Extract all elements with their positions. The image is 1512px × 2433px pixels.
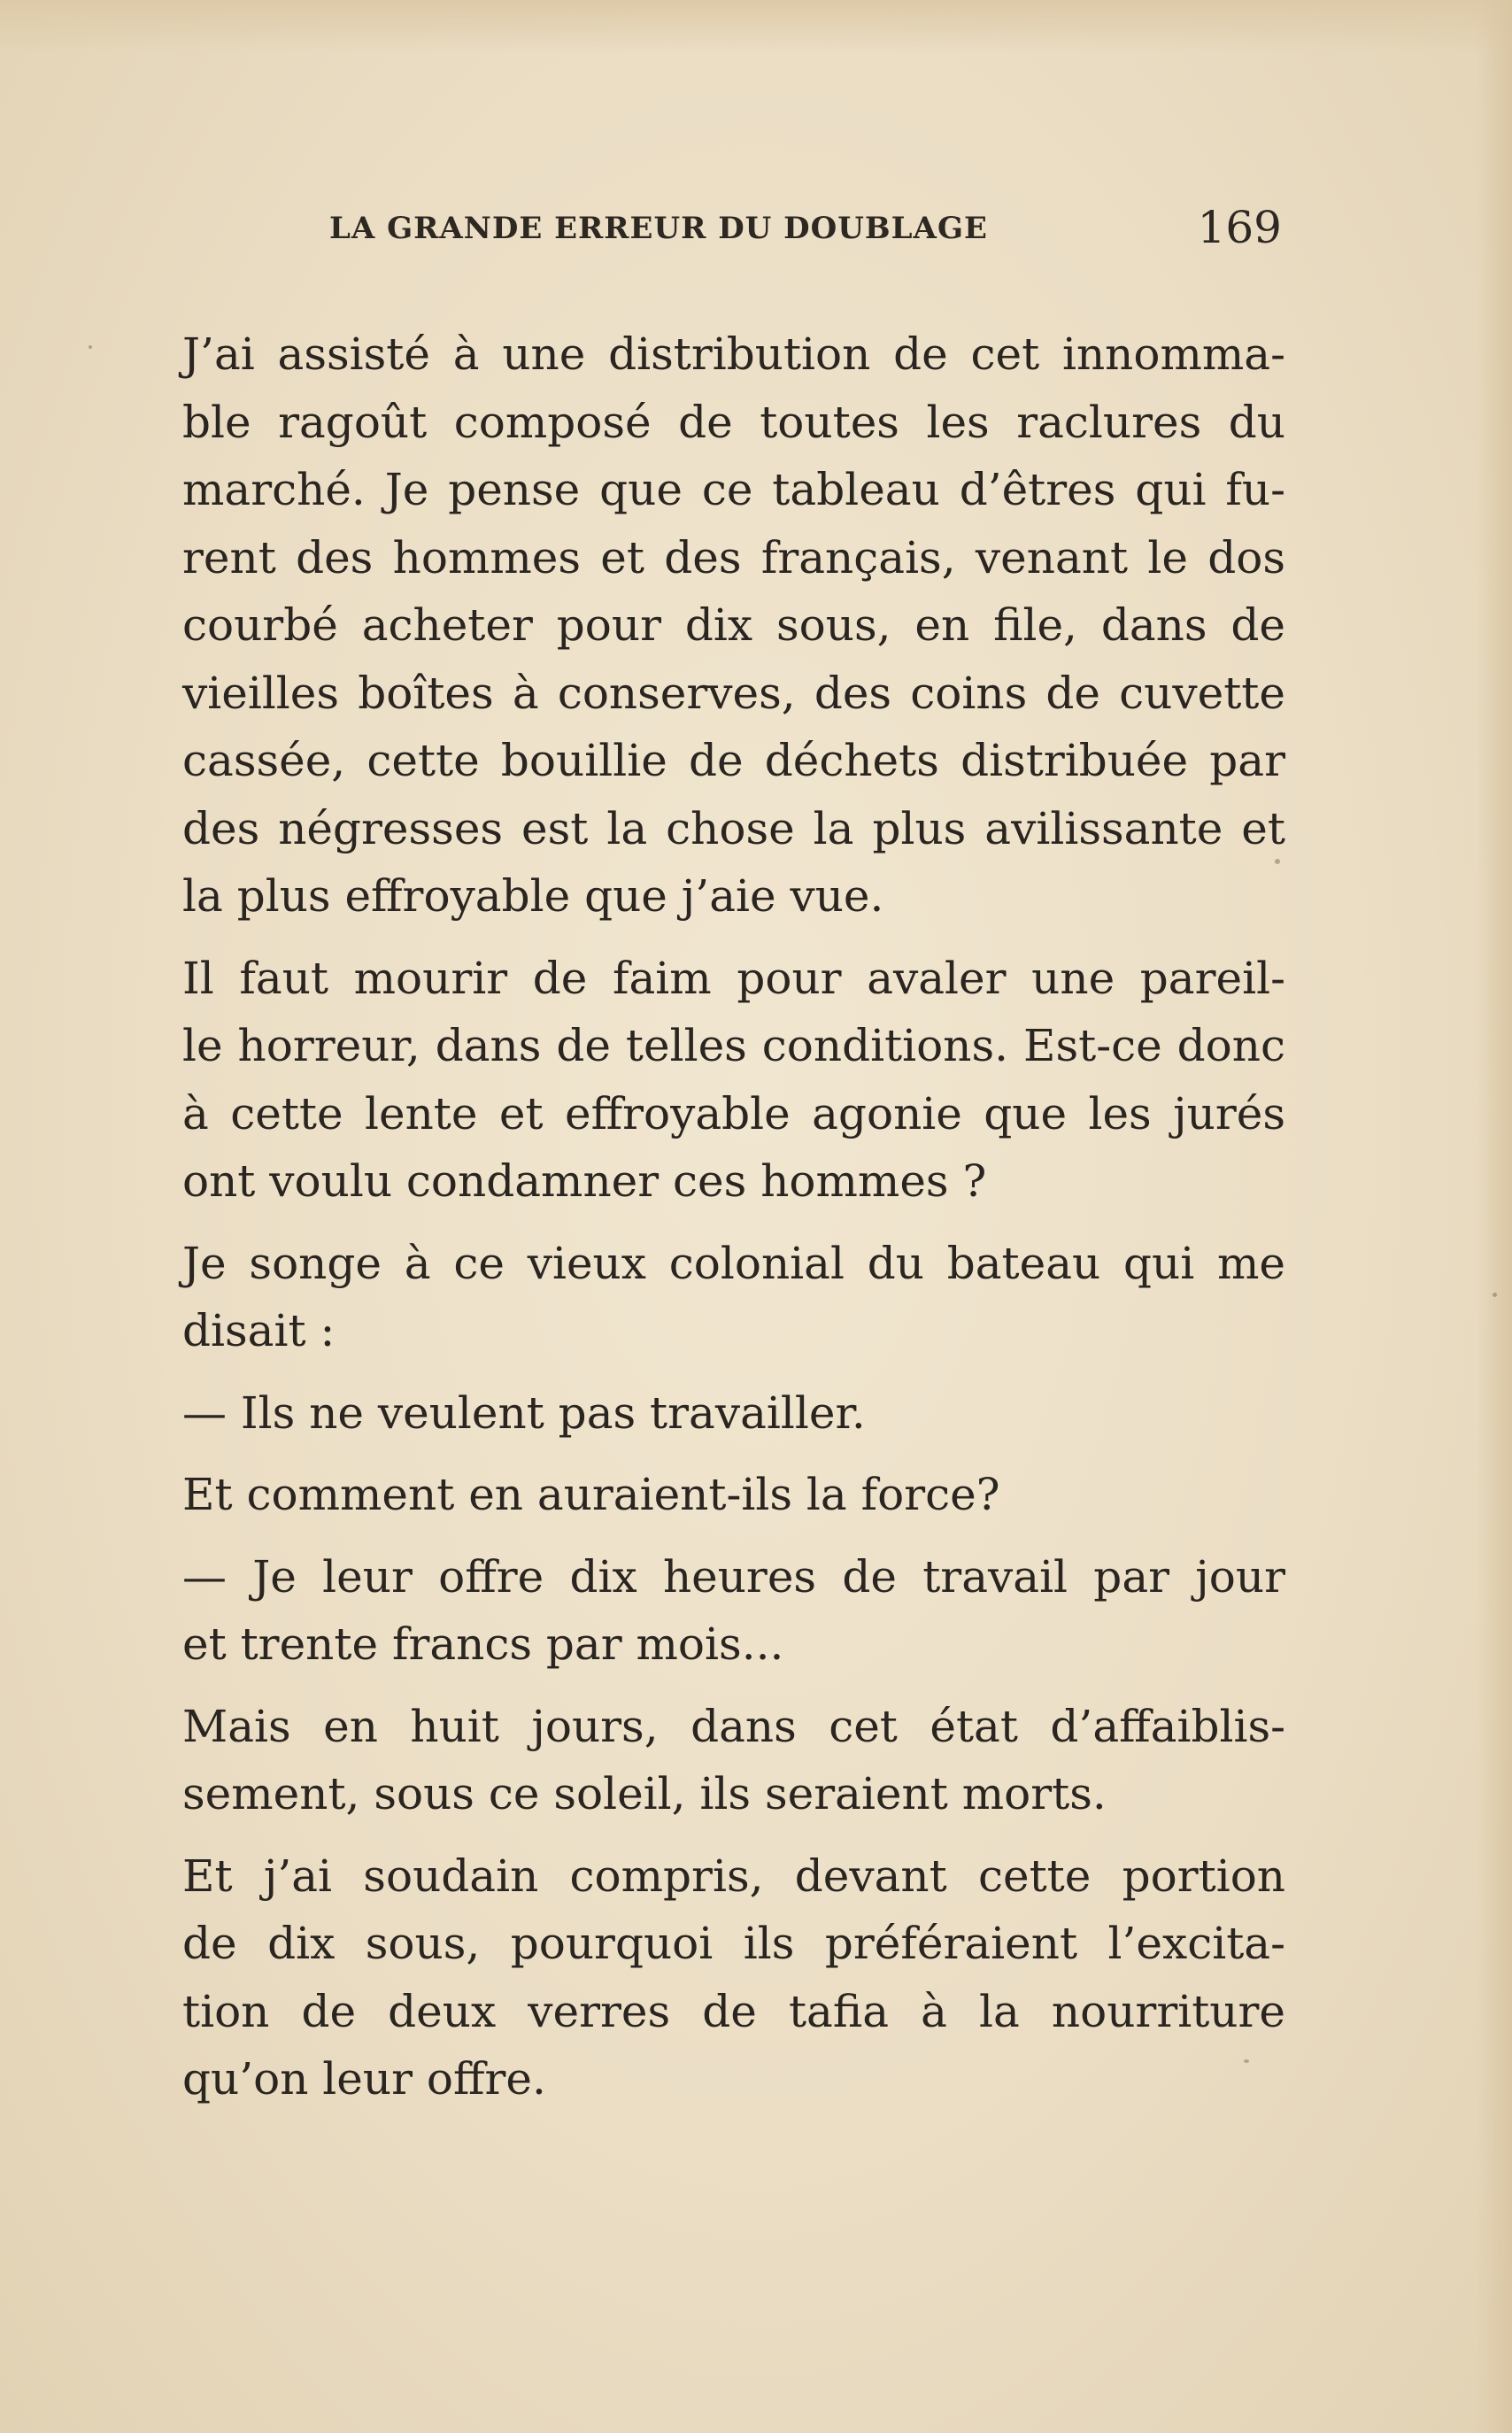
text-line: sement, sous ce soleil, ils seraient morts. (182, 1768, 1107, 1819)
text-line: Je songe à ce vieux colonial du bateau qui me (182, 1237, 1285, 1289)
paragraph-5 (129, 1461, 1285, 1529)
text-line: ont voulu condamner ces hommes ? (182, 1155, 987, 1207)
page-number: 169 (1197, 202, 1282, 253)
paragraph-7 (129, 1693, 1285, 1828)
text-line: à cette lente et effroyable agonie que les jurés (182, 1087, 1285, 1139)
paragraph-6 (129, 1543, 1285, 1679)
text-line: et trente francs par mois... (182, 1618, 784, 1670)
text-line: rent des hommes et des français, venant le dos (182, 531, 1285, 583)
text-line: courbé acheter pour dix sous, en file, dans de (182, 599, 1285, 651)
page-header (329, 202, 1282, 255)
paragraph-3 (129, 1230, 1285, 1365)
text-line: ble ragoût composé de toutes les raclures du (182, 396, 1285, 448)
text-line: tion de deux verres de tafia à la nourriture (182, 1985, 1285, 2037)
paper-speck (1275, 859, 1280, 864)
paper-speck (89, 345, 92, 349)
text-line: — Je leur offre dix heures de travail par jour (182, 1550, 1285, 1603)
text-line: J’ai assisté à une distribution de cet innomma- (182, 328, 1285, 380)
text-line: Et comment en auraient-ils la force? (182, 1469, 1000, 1520)
paper-speck (1493, 1293, 1497, 1297)
text-line: de dix sous, pourquoi ils préféraient l’excita- (182, 1918, 1285, 1969)
text-line: cassée, cette bouillie de déchets distribuée par (182, 735, 1285, 786)
paper-speck (1244, 2059, 1249, 2063)
text-line: — Ils ne veulent pas travailler. (182, 1386, 866, 1439)
paragraph-2 (129, 945, 1285, 1216)
text-line: Il faut mourir de faim pour avaler une pareil- (182, 952, 1285, 1004)
paragraph-1 (129, 321, 1285, 931)
page-top-shading (0, 0, 1512, 53)
text-line: vieilles boîtes à conserves, des coins de cuvette (182, 667, 1285, 719)
text-line: qu’on leur offre. (182, 2053, 546, 2105)
text-line: marché. Je pense que ce tableau d’êtres qui fu- (182, 464, 1285, 515)
text-line: Et j’ai soudain compris, devant cette portion (182, 1850, 1285, 1902)
text-line: la plus effroyable que j’aie vue. (182, 870, 884, 922)
body-text (129, 321, 1285, 2128)
text-line: Mais en huit jours, dans cet état d’affaiblis- (182, 1700, 1285, 1752)
text-line: des négresses est la chose la plus avilissante et (182, 802, 1285, 854)
paragraph-4 (129, 1379, 1285, 1448)
text-line: disait : (182, 1305, 336, 1356)
page-right-edge (1477, 0, 1512, 2433)
paragraph-8 (129, 1842, 1285, 2113)
running-title: LA GRANDE ERREUR DU DOUBLAGE (329, 211, 988, 246)
text-line: le horreur, dans de telles conditions. Est-ce donc (182, 1020, 1285, 1071)
